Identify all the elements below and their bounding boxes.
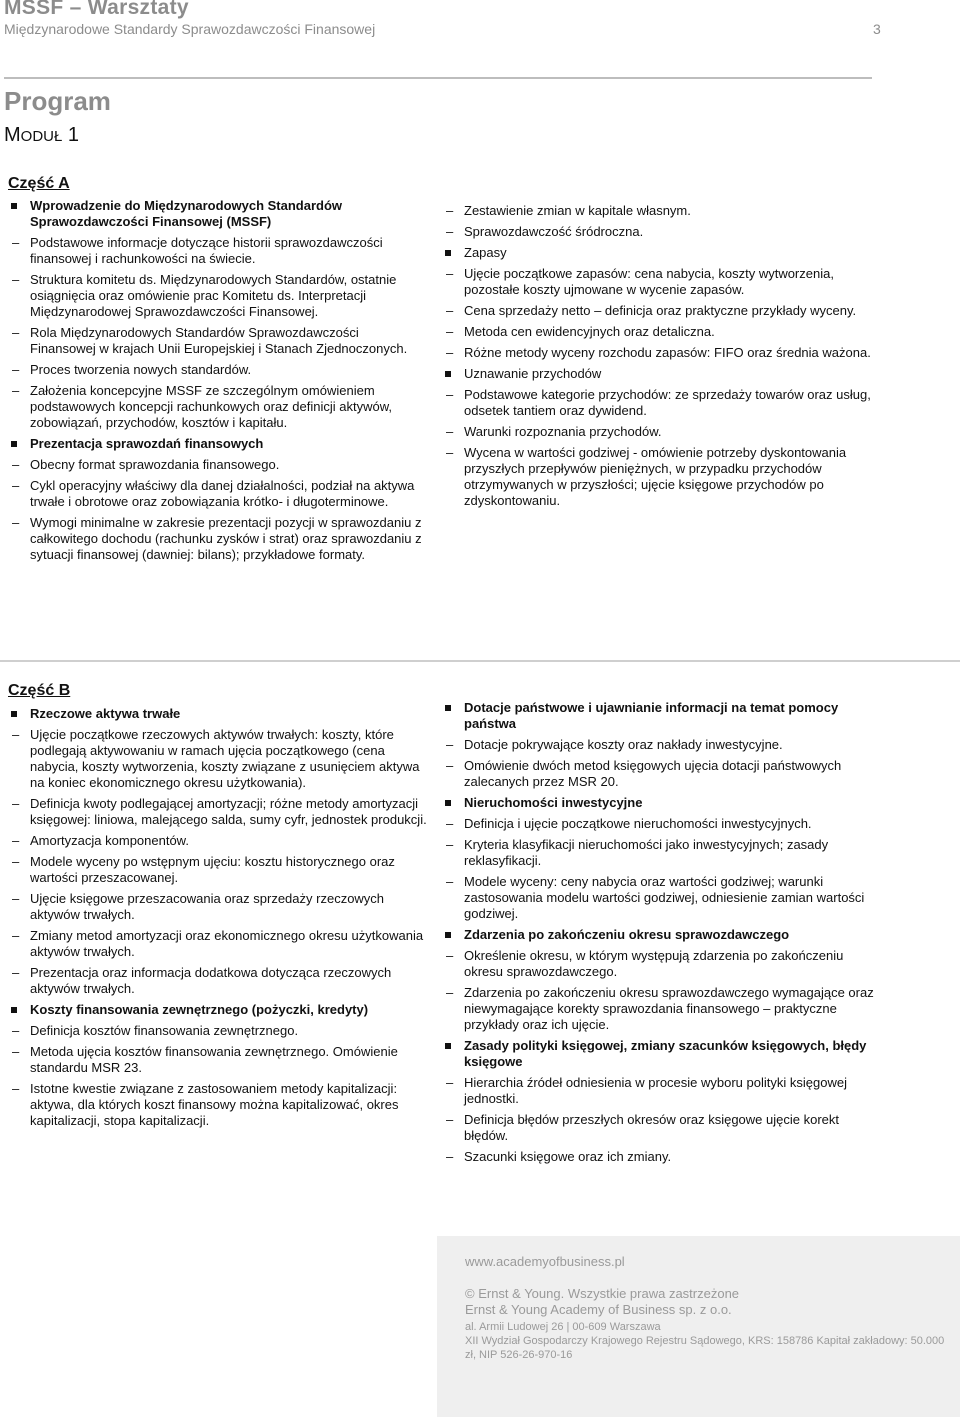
sub-item-text: Założenia koncepcyjne MSSF ze szczególnym omówieniem podstawowych koncepcji rachunkowych oraz definicji aktywów, zobowiązań, przychodów, kosztów i kapitału. <box>30 383 393 430</box>
dash-bullet-icon: – <box>12 891 20 906</box>
dash-bullet-icon: – <box>12 362 20 377</box>
square-bullet-icon <box>11 203 17 209</box>
sub-item <box>442 1149 882 1165</box>
footer-registry: XII Wydział Gospodarczy Krajowego Rejestru Sądowego, KRS: 158786 Kapitał zakładowy: 50.000 zł, NIP 526-26-970-16 <box>465 1335 945 1361</box>
sub-item <box>8 833 433 849</box>
sub-item <box>442 387 882 419</box>
sub-item <box>442 758 882 790</box>
footer-box <box>437 1236 960 1417</box>
sub-item-text: Metoda ujęcia kosztów finansowania zewnętrznego. Omówienie standardu MSR 23. <box>30 1044 398 1075</box>
section-item-title: Dotacje państwowe i ujawnianie informacji na temat pomocy państwa <box>464 700 839 731</box>
section-item-title: Wprowadzenie do Międzynarodowych Standardów Sprawozdawczości Finansowej (MSSF) <box>30 198 343 229</box>
sub-item-text: Definicja i ujęcie początkowe nieruchomości inwestycyjnych. <box>464 816 812 831</box>
part-a-right-column <box>442 198 882 509</box>
dash-bullet-icon: – <box>12 965 20 980</box>
sub-item <box>442 203 882 219</box>
square-bullet-icon <box>11 441 17 447</box>
header-divider <box>4 77 872 79</box>
sub-item-text: Struktura komitetu ds. Międzynarodowych Standardów, ostatnie osiągnięcia oraz omówienie prac Komitetu ds. Interpretacji Międzynarodowej Sprawozdawczości Finansowej. <box>30 272 397 319</box>
square-bullet-icon <box>445 705 451 711</box>
dash-bullet-icon: – <box>446 303 454 318</box>
dash-bullet-icon: – <box>446 758 454 773</box>
sub-item-text: Wycena w wartości godziwej - omówienie potrzeby dyskontowania przyszłych przepływów pieniężnych, w przypadku przychodów otrzymywanych w przyszłości; ujęcie księgowe przychodów po zdyskontowaniu. <box>464 445 847 508</box>
sub-item <box>442 303 882 319</box>
sub-item <box>8 1081 433 1129</box>
footer-website[interactable]: www.academyofbusiness.pl <box>465 1254 625 1269</box>
footer-company: Ernst & Young Academy of Business sp. z o.o. <box>465 1302 732 1317</box>
dash-bullet-icon: – <box>12 235 20 250</box>
dash-bullet-icon: – <box>12 1081 20 1096</box>
dash-bullet-icon: – <box>446 985 454 1000</box>
section-item-title: Zdarzenia po zakończeniu okresu sprawozdawczego <box>464 927 790 942</box>
dash-bullet-icon: – <box>12 515 20 530</box>
program-title: Program <box>4 86 111 116</box>
header-subtitle: Międzynarodowe Standardy Sprawozdawczości Finansowej <box>4 21 376 37</box>
sub-item <box>442 1112 882 1144</box>
dash-bullet-icon: – <box>446 816 454 831</box>
sub-item <box>8 362 428 378</box>
part-b-title: Część B <box>8 682 71 699</box>
section-item-title: Uznawanie przychodów <box>464 366 602 381</box>
sub-item-text: Ujęcie początkowe rzeczowych aktywów trwałych: koszty, które podlegają aktywowaniu w ramach ujęcia początkowego (cena nabycia, koszty wytworzenia, koszty związane z usunięciem aktywa na koniec ekonomicznego okresu użytkowania). <box>30 727 420 790</box>
dash-bullet-icon: – <box>446 224 454 239</box>
sub-item-text: Różne metody wyceny rozchodu zapasów: FIFO oraz średnia ważona. <box>464 345 871 360</box>
section-item-title: Nieruchomości inwestycyjne <box>464 795 643 810</box>
sub-item-text: Proces tworzenia nowych standardów. <box>30 362 252 377</box>
sub-item-text: Prezentacja oraz informacja dodatkowa dotycząca rzeczowych aktywów trwałych. <box>30 965 392 996</box>
part-b-right-column <box>442 700 882 1165</box>
dash-bullet-icon: – <box>446 345 454 360</box>
dash-bullet-icon: – <box>446 1075 454 1090</box>
sub-item <box>442 737 882 753</box>
header-title: MSSF – Warsztaty <box>4 0 189 19</box>
section-item-title: Koszty finansowania zewnętrznego (pożyczki, kredyty) <box>30 1002 369 1017</box>
square-bullet-icon <box>11 711 17 717</box>
sub-item-text: Zmiany metod amortyzacji oraz ekonomicznego okresu użytkowania aktywów trwałych. <box>30 928 424 959</box>
section-item-title: Rzeczowe aktywa trwałe <box>30 706 181 721</box>
dash-bullet-icon: – <box>446 737 454 752</box>
dash-bullet-icon: – <box>446 1112 454 1127</box>
sub-item-text: Szacunki księgowe oraz ich zmiany. <box>464 1149 672 1164</box>
sub-item-text: Ujęcie początkowe zapasów: cena nabycia, koszty wytworzenia, pozostałe koszty ujmowane w wycenie zapasów. <box>464 266 834 297</box>
sub-item-text: Zestawienie zmian w kapitale własnym. <box>464 203 691 218</box>
dash-bullet-icon: – <box>446 266 454 281</box>
sub-item-text: Metoda cen ewidencyjnych oraz detaliczna. <box>464 324 715 339</box>
dash-bullet-icon: – <box>12 272 20 287</box>
section-item <box>8 198 428 230</box>
dash-bullet-icon: – <box>12 796 20 811</box>
sub-item-text: Określenie okresu, w którym występują zdarzenia po zakończeniu okresu sprawozdawczego. <box>464 948 844 979</box>
dash-bullet-icon: – <box>12 727 20 742</box>
square-bullet-icon <box>445 800 451 806</box>
sub-item <box>442 345 882 361</box>
sub-item-text: Rola Międzynarodowych Standardów Sprawozdawczości Finansowej w krajach Unii Europejskiej i Stanach Zjednoczonych. <box>30 325 408 356</box>
sub-item <box>8 965 433 997</box>
square-bullet-icon <box>445 371 451 377</box>
sub-item <box>442 424 882 440</box>
square-bullet-icon <box>445 1043 451 1049</box>
sub-item <box>8 727 433 791</box>
section-item <box>442 927 882 943</box>
section-item <box>8 1002 433 1018</box>
sub-item-text: Sprawozdawczość śródroczna. <box>464 224 644 239</box>
section-item <box>442 1038 882 1070</box>
sub-item <box>8 272 428 320</box>
dash-bullet-icon: – <box>446 445 454 460</box>
sub-item <box>442 874 882 922</box>
part-a-title: Część A <box>8 175 70 192</box>
square-bullet-icon <box>445 250 451 256</box>
sub-item-text: Hierarchia źródeł odniesienia w procesie wyboru polityki księgowej jednostki. <box>464 1075 847 1106</box>
sub-item-text: Cena sprzedaży netto – definicja oraz praktyczne przykłady wyceny. <box>464 303 857 318</box>
section-item <box>8 436 428 452</box>
section-item <box>442 795 882 811</box>
sub-item-text: Podstawowe kategorie przychodów: ze sprzedaży towarów oraz usług, odsetek tantiem oraz dywidend. <box>464 387 871 418</box>
sub-item <box>8 891 433 923</box>
sub-item-text: Obecny format sprawozdania finansowego. <box>30 457 280 472</box>
dash-bullet-icon: – <box>446 324 454 339</box>
dash-bullet-icon: – <box>446 948 454 963</box>
part-a-left-column <box>8 198 428 563</box>
sub-item <box>8 854 433 886</box>
module-rest: ODUŁ <box>20 128 63 145</box>
sub-item <box>442 224 882 240</box>
sub-item-text: Kryteria klasyfikacji nieruchomości jako inwestycyjnych; zasady reklasyfikacji. <box>464 837 829 868</box>
sub-item <box>8 325 428 357</box>
dash-bullet-icon: – <box>12 928 20 943</box>
sub-item <box>8 1044 433 1076</box>
sub-item-text: Definicja kwoty podlegającej amortyzacji; różne metody amortyzacji księgowej: liniowa, malejącego salda, sumy cyfr, jednostek produkcji. <box>30 796 427 827</box>
square-bullet-icon <box>11 1007 17 1013</box>
section-divider <box>0 660 960 662</box>
sub-item-text: Wymogi minimalne w zakresie prezentacji pozycji w sprawozdaniu z całkowitego dochodu (rachunku zysków i strat) oraz sprawozdaniu z sytuacji finansowej (dawniej: bilans); przykładowe formaty. <box>30 515 422 562</box>
sub-item-text: Modele wyceny po wstępnym ujęciu: kosztu historycznego oraz wartości przeszacowanej. <box>30 854 395 885</box>
sub-item-text: Warunki rozpoznania przychodów. <box>464 424 662 439</box>
dash-bullet-icon: – <box>446 424 454 439</box>
dash-bullet-icon: – <box>12 854 20 869</box>
footer-address: al. Armii Ludowej 26 | 00-609 Warszawa <box>465 1321 661 1333</box>
footer-legal-block <box>465 1320 955 1362</box>
dash-bullet-icon: – <box>12 833 20 848</box>
part-b-left-column <box>8 706 433 1129</box>
sub-item <box>8 796 433 828</box>
section-item <box>442 366 882 382</box>
dash-bullet-icon: – <box>12 478 20 493</box>
module-number: 1 <box>62 124 80 146</box>
dash-bullet-icon: – <box>446 203 454 218</box>
sub-item <box>442 266 882 298</box>
square-bullet-icon <box>445 932 451 938</box>
dash-bullet-icon: – <box>12 457 20 472</box>
section-item <box>442 700 882 732</box>
sub-item <box>8 457 428 473</box>
sub-item-text: Definicja błędów przeszłych okresów oraz księgowe ujęcie korekt błędów. <box>464 1112 840 1143</box>
sub-item-text: Podstawowe informacje dotyczące historii sprawozdawczości finansowej i rachunkowości na świecie. <box>30 235 383 266</box>
module-prefix: M <box>4 124 21 146</box>
sub-item-text: Istotne kwestie związane z zastosowaniem metody kapitalizacji: aktywa, dla których koszt finansowy można kapitalizować, okres kapitalizacji, stopa kapitalizacji. <box>30 1081 399 1128</box>
sub-item <box>442 837 882 869</box>
section-item-title: Zasady polityki księgowej, zmiany szacunków księgowych, błędy księgowe <box>464 1038 867 1069</box>
sub-item <box>442 445 882 509</box>
dash-bullet-icon: – <box>12 325 20 340</box>
sub-item-text: Modele wyceny: ceny nabycia oraz wartości godziwej; warunki zastosowania modelu wartości godziwej, odniesienie zamian wartości godziwej. <box>464 874 865 921</box>
footer-company-block <box>465 1286 739 1318</box>
sub-item <box>8 383 428 431</box>
sub-item <box>442 985 882 1033</box>
sub-item <box>442 324 882 340</box>
section-item-title: Prezentacja sprawozdań finansowych <box>30 436 264 451</box>
sub-item <box>442 948 882 980</box>
dash-bullet-icon: – <box>12 1044 20 1059</box>
sub-item-text: Amortyzacja komponentów. <box>30 833 189 848</box>
sub-item <box>8 478 428 510</box>
sub-item <box>442 816 882 832</box>
section-item <box>8 706 433 722</box>
sub-item-text: Ujęcie księgowe przeszacowania oraz sprzedaży rzeczowych aktywów trwałych. <box>30 891 385 922</box>
sub-item-text: Cykl operacyjny właściwy dla danej działalności, podział na aktywa trwałe i obrotowe oraz zobowiązania krótko- i długoterminowe. <box>30 478 415 509</box>
dash-bullet-icon: – <box>12 1023 20 1038</box>
sub-item <box>8 515 428 563</box>
section-item <box>442 245 882 261</box>
dash-bullet-icon: – <box>12 383 20 398</box>
sub-item-text: Zdarzenia po zakończeniu okresu sprawozdawczego wymagające oraz niewymagające korekty sprawozdania finansowego – praktyczne przykłady oraz ich ujęcie. <box>464 985 874 1032</box>
footer-copyright: © Ernst & Young. Wszystkie prawa zastrzeżone <box>465 1286 740 1301</box>
dash-bullet-icon: – <box>446 1149 454 1164</box>
sub-item <box>8 235 428 267</box>
sub-item <box>8 928 433 960</box>
dash-bullet-icon: – <box>446 387 454 402</box>
sub-item-text: Definicja kosztów finansowania zewnętrznego. <box>30 1023 299 1038</box>
module-heading <box>4 124 79 147</box>
dash-bullet-icon: – <box>446 837 454 852</box>
dash-bullet-icon: – <box>446 874 454 889</box>
section-item-title: Zapasy <box>464 245 507 260</box>
sub-item-text: Omówienie dwóch metod księgowych ujęcia dotacji państwowych zalecanych przez MSR 20. <box>464 758 842 789</box>
page-number: 3 <box>873 21 881 37</box>
sub-item-text: Dotacje pokrywające koszty oraz nakłady inwestycyjne. <box>464 737 783 752</box>
sub-item <box>442 1075 882 1107</box>
sub-item <box>8 1023 433 1039</box>
